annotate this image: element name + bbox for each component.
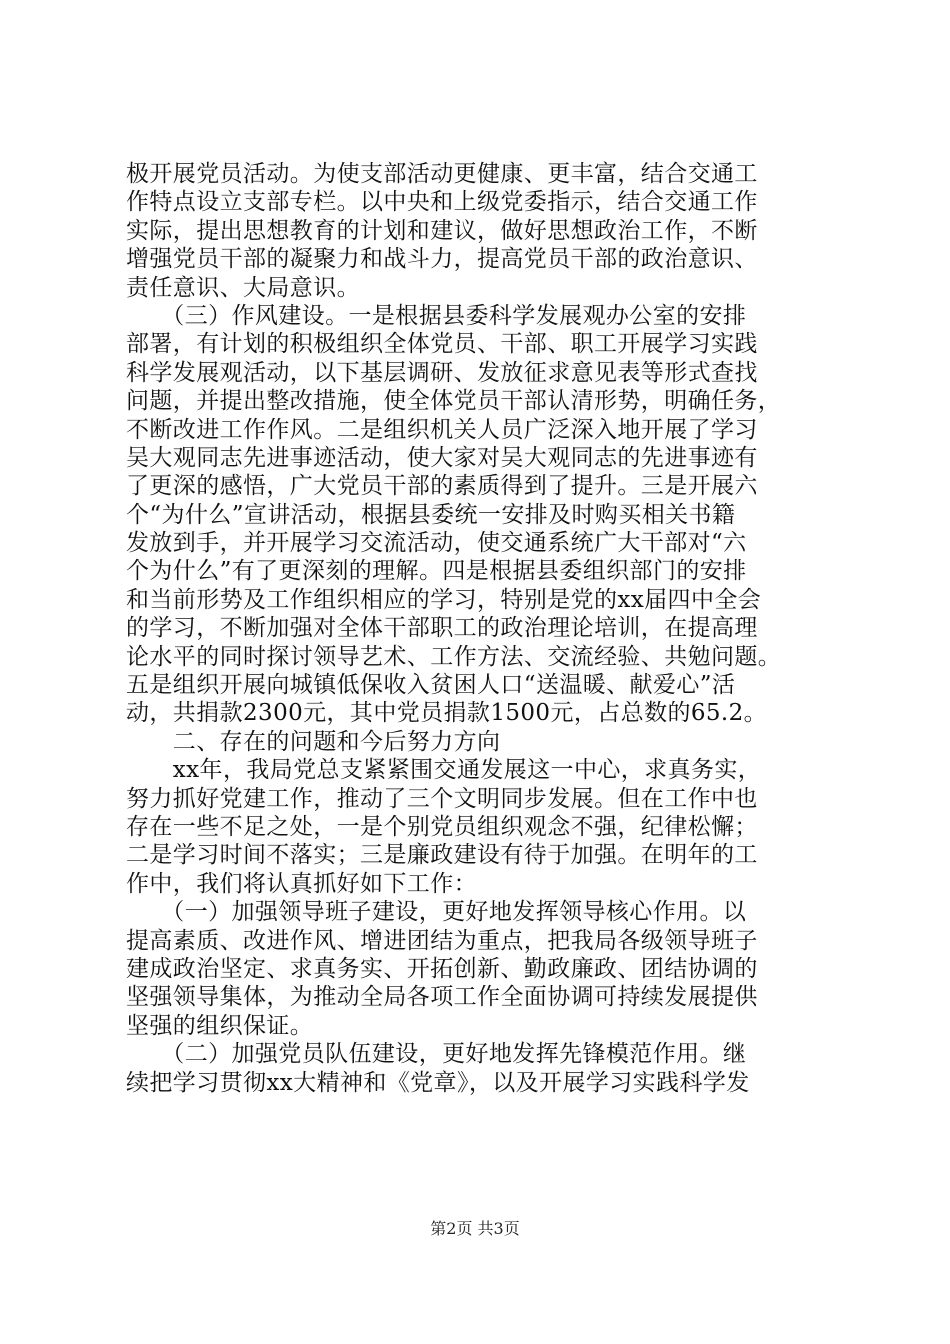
text-line: 问题，并提出整改措施，使全体党员干部认清形势，明确任务， — [126, 388, 782, 415]
text-line: 责任意识、大局意识。 — [126, 274, 360, 301]
text-line: 提高素质、改进作风、增进团结为重点，把我局各级领导班子 — [126, 927, 758, 954]
text-line: 个“为什么”宣讲活动，根据县委统一安排及时购买相关书籍 — [126, 501, 736, 528]
text-line: 实际，提出思想教育的计划和建议，做好思想政治工作，不断 — [126, 217, 758, 244]
text-line: 的学习，不断加强对全体干部职工的政治理论培训，在提高理 — [126, 615, 758, 642]
text-line: 增强党员干部的凝聚力和战斗力，提高党员干部的政治意识、 — [126, 246, 758, 273]
text-line: 续把学习贯彻xx大精神和《党章》，以及开展学习实践科学发 — [126, 1069, 750, 1096]
text-line: 坚强的组织保证。 — [126, 1012, 314, 1039]
text-line: 建成政治坚定、求真务实、开拓创新、勤政廉政、团结协调的 — [126, 955, 758, 982]
text-line: 坚强领导集体，为推动全局各项工作全面协调可持续发展提供 — [126, 984, 758, 1011]
text-line: 部署，有计划的积极组织全体党员、干部、职工开展学习实践 — [126, 331, 758, 358]
text-line: （三）作风建设。一是根据县委科学发展观办公室的安排 — [126, 302, 747, 329]
text-line: （一）加强领导班子建设，更好地发挥领导核心作用。以 — [126, 899, 747, 926]
text-line: 二是学习时间不落实；三是廉政建设有待于加强。在明年的工 — [126, 842, 758, 869]
text-line: 科学发展观活动，以下基层调研、发放征求意见表等形式查找 — [126, 359, 758, 386]
text-line: 作特点设立支部专栏。以中央和上级党委指示，结合交通工作 — [126, 189, 758, 216]
text-line: 了更深的感悟，广大党员干部的素质得到了提升。三是开展六 — [126, 473, 758, 500]
text-line: xx年，我局党总支紧紧围交通发展这一中心，求真务实， — [126, 757, 762, 784]
text-line: 和当前形势及工作组织相应的学习，特别是党的xx届四中全会 — [126, 586, 762, 613]
text-line: 五是组织开展向城镇低保收入贫困人口“送温暖、献爱心”活 — [126, 672, 736, 699]
text-line: （二）加强党员队伍建设，更好地发挥先锋模范作用。继 — [126, 1041, 747, 1068]
document-body — [126, 160, 836, 1097]
text-line: 不断改进工作作风。二是组织机关人员广泛深入地开展了学习 — [126, 416, 758, 443]
text-line: 发放到手，并开展学习交流活动，使交通系统广大干部对“六 — [126, 530, 747, 557]
text-line: 吴大观同志先进事迹活动，使大家对吴大观同志的先进事迹有 — [126, 444, 758, 471]
text-line: 存在一些不足之处，一是个别党员组织观念不强，纪律松懈； — [126, 813, 758, 840]
text-line: 极开展党员活动。为使支部活动更健康、更丰富，结合交通工 — [126, 161, 758, 187]
text-line: 个为什么”有了更深刻的理解。四是根据县委组织部门的安排 — [126, 558, 747, 585]
text-line: 动，共捐款2300元，其中党员捐款1500元，占总数的65.2。 — [126, 700, 768, 727]
page-number-footer: 第2页 共3页 — [430, 1219, 520, 1238]
section-heading: 二、存在的问题和今后努力方向 — [126, 728, 501, 755]
text-line: 努力抓好党建工作，推动了三个文明同步发展。但在工作中也 — [126, 785, 758, 812]
text-line: 作中，我们将认真抓好如下工作： — [126, 870, 477, 897]
text-line: 论水平的同时探讨领导艺术、工作方法、交流经验、共勉问题。 — [126, 643, 782, 670]
